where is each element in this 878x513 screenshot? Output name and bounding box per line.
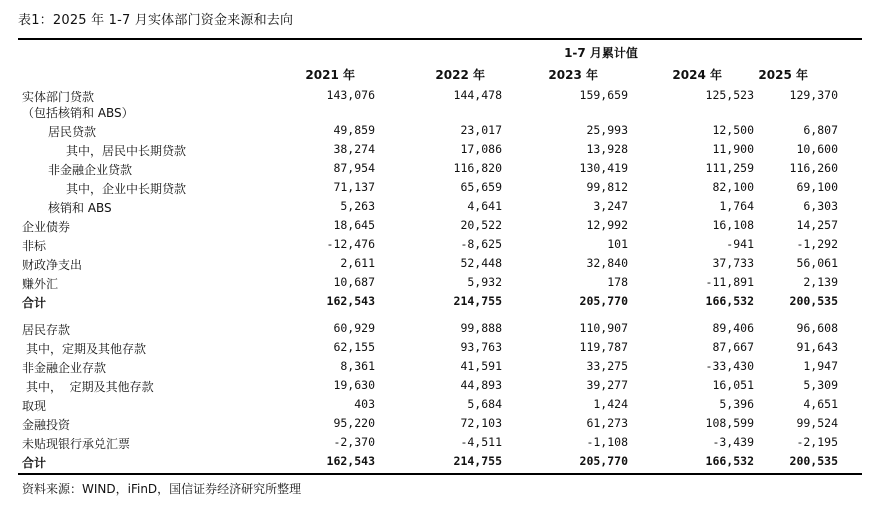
table-row (0, 340, 878, 359)
cell-value: 166,532 (705, 294, 754, 308)
cell-value: 116,820 (453, 161, 502, 175)
cell-value: -33,430 (705, 359, 754, 373)
cell-value: 159,659 (579, 88, 628, 102)
cell-value: 5,932 (467, 275, 502, 289)
cell-value: 108,599 (705, 416, 754, 430)
cell-value: 99,888 (460, 321, 502, 335)
cell-value: 99,812 (586, 180, 628, 194)
table-row (0, 161, 878, 180)
row-sublabel (0, 104, 878, 123)
cell-value: 87,667 (712, 340, 754, 354)
cell-value: -2,370 (333, 435, 375, 449)
cell-value: 1,764 (719, 199, 754, 213)
cell-value: 49,859 (333, 123, 375, 137)
cell-value: 87,954 (333, 161, 375, 175)
cell-value: 96,608 (796, 321, 838, 335)
year-header-2023: 2023 年 (548, 68, 598, 82)
cell-value: 205,770 (579, 294, 628, 308)
cell-value: 65,659 (460, 180, 502, 194)
cell-value: 41,591 (460, 359, 502, 373)
cell-value: 2,611 (340, 256, 375, 270)
cell-value: -8,625 (460, 237, 502, 251)
table-row (0, 123, 878, 142)
row-label: 其中， 定期及其他存款 (26, 380, 154, 394)
cell-value: 205,770 (579, 454, 628, 468)
cell-value: 23,017 (460, 123, 502, 137)
table-row (0, 218, 878, 237)
cell-value: 52,448 (460, 256, 502, 270)
cell-value: 62,155 (333, 340, 375, 354)
source-note: 资料来源：WIND，iFinD，国信证券经济研究所整理 (22, 482, 302, 496)
row-label: 合计 (22, 296, 47, 310)
table-row (0, 237, 878, 256)
cell-value: -2,195 (796, 435, 838, 449)
row-label: 企业债券 (22, 220, 71, 234)
cell-value: 119,787 (579, 340, 628, 354)
row-label: 财政净支出 (22, 258, 83, 272)
cell-value: 4,641 (467, 199, 502, 213)
table-row (0, 142, 878, 161)
cell-value: 125,523 (705, 88, 754, 102)
cell-value: 60,929 (333, 321, 375, 335)
year-header-2024: 2024 年 (672, 68, 722, 82)
cell-value: 116,260 (789, 161, 838, 175)
table-row (0, 359, 878, 378)
table-row (0, 199, 878, 218)
row-label: 未贴现银行承兑汇票 (22, 437, 131, 451)
row-label: 非金融企业存款 (22, 361, 107, 375)
row-label: 非金融企业贷款 (48, 163, 133, 177)
cell-value: -1,292 (796, 237, 838, 251)
row-label: 其中，企业中长期贷款 (66, 182, 187, 196)
cell-value: 16,051 (712, 378, 754, 392)
cell-value: 44,893 (460, 378, 502, 392)
cell-value: 56,061 (796, 256, 838, 270)
cell-value: 37,733 (712, 256, 754, 270)
table-row (0, 435, 878, 454)
year-header-2021: 2021 年 (305, 68, 355, 82)
cell-value: 5,396 (719, 397, 754, 411)
total-row (0, 294, 878, 313)
row-label: 非标 (22, 239, 47, 253)
row-label: 合计 (22, 456, 47, 470)
cell-value: 162,543 (326, 294, 375, 308)
table-row (0, 397, 878, 416)
year-header-2025: 2025 年 (758, 68, 808, 82)
cell-value: 110,907 (579, 321, 628, 335)
cell-value: 39,277 (586, 378, 628, 392)
cell-value: 4,651 (803, 397, 838, 411)
cell-value: 166,532 (705, 454, 754, 468)
table-row (0, 378, 878, 397)
cell-value: 101 (607, 237, 628, 251)
row-label: 其中，居民中长期贷款 (66, 144, 187, 158)
cell-value: 1,424 (593, 397, 628, 411)
cell-value: 200,535 (789, 454, 838, 468)
cell-value: 33,275 (586, 359, 628, 373)
cell-value: -12,476 (326, 237, 375, 251)
table-row (0, 256, 878, 275)
cell-value: 91,643 (796, 340, 838, 354)
cell-value: -11,891 (705, 275, 754, 289)
cell-value: 5,684 (467, 397, 502, 411)
cell-value: 214,755 (453, 294, 502, 308)
year-header-2022: 2022 年 (435, 68, 485, 82)
row-label: 其中，定期及其他存款 (26, 342, 147, 356)
cell-value: 1,947 (803, 359, 838, 373)
cell-value: 18,645 (333, 218, 375, 232)
table-row (0, 416, 878, 435)
row-label: 核销和 ABS (48, 201, 112, 215)
cell-value: 129,370 (789, 88, 838, 102)
bottom-rule (18, 473, 862, 475)
table-row (0, 321, 878, 340)
cell-value: -3,439 (712, 435, 754, 449)
table-row (0, 275, 878, 294)
cell-value: 10,687 (333, 275, 375, 289)
cell-value: 93,763 (460, 340, 502, 354)
row-label: 赚外汇 (22, 277, 59, 291)
cell-value: 95,220 (333, 416, 375, 430)
cell-value: 10,600 (796, 142, 838, 156)
cell-value: 8,361 (340, 359, 375, 373)
cell-value: 71,137 (333, 180, 375, 194)
cell-value: 178 (607, 275, 628, 289)
cell-value: 14,257 (796, 218, 838, 232)
cell-value: 111,259 (705, 161, 754, 175)
cell-value: 130,419 (579, 161, 628, 175)
cell-value: 89,406 (712, 321, 754, 335)
table-row (0, 180, 878, 199)
cell-value: 143,076 (326, 88, 375, 102)
header-group: 1-7 月累计值 (564, 46, 638, 60)
cell-value: 5,309 (803, 378, 838, 392)
cell-value: 6,807 (803, 123, 838, 137)
cell-value: 12,992 (586, 218, 628, 232)
cell-value: 82,100 (712, 180, 754, 194)
cell-value: 144,478 (453, 88, 502, 102)
cell-value: 72,103 (460, 416, 502, 430)
cell-value: 200,535 (789, 294, 838, 308)
row-sublabel-text: （包括核销和 ABS） (22, 106, 134, 120)
cell-value: 99,524 (796, 416, 838, 430)
row-label: 实体部门贷款 (22, 90, 95, 104)
table-title: 表1：2025 年 1-7 月实体部门资金来源和去向 (18, 13, 294, 28)
cell-value: 32,840 (586, 256, 628, 270)
total-row (0, 454, 878, 473)
row-label: 取现 (22, 399, 47, 413)
cell-value: 19,630 (333, 378, 375, 392)
cell-value: 3,247 (593, 199, 628, 213)
cell-value: 214,755 (453, 454, 502, 468)
cell-value: 16,108 (712, 218, 754, 232)
cell-value: 20,522 (460, 218, 502, 232)
cell-value: -1,108 (586, 435, 628, 449)
cell-value: 11,900 (712, 142, 754, 156)
cell-value: 6,303 (803, 199, 838, 213)
cell-value: 403 (354, 397, 375, 411)
cell-value: 13,928 (586, 142, 628, 156)
cell-value: 38,274 (333, 142, 375, 156)
row-label: 居民贷款 (48, 125, 97, 139)
cell-value: 12,500 (712, 123, 754, 137)
cell-value: -4,511 (460, 435, 502, 449)
cell-value: 5,263 (340, 199, 375, 213)
cell-value: -941 (726, 237, 754, 251)
cell-value: 2,139 (803, 275, 838, 289)
cell-value: 17,086 (460, 142, 502, 156)
top-rule (18, 38, 862, 40)
row-label: 金融投资 (22, 418, 71, 432)
cell-value: 25,993 (586, 123, 628, 137)
cell-value: 162,543 (326, 454, 375, 468)
row-label: 居民存款 (22, 323, 71, 337)
cell-value: 61,273 (586, 416, 628, 430)
cell-value: 69,100 (796, 180, 838, 194)
